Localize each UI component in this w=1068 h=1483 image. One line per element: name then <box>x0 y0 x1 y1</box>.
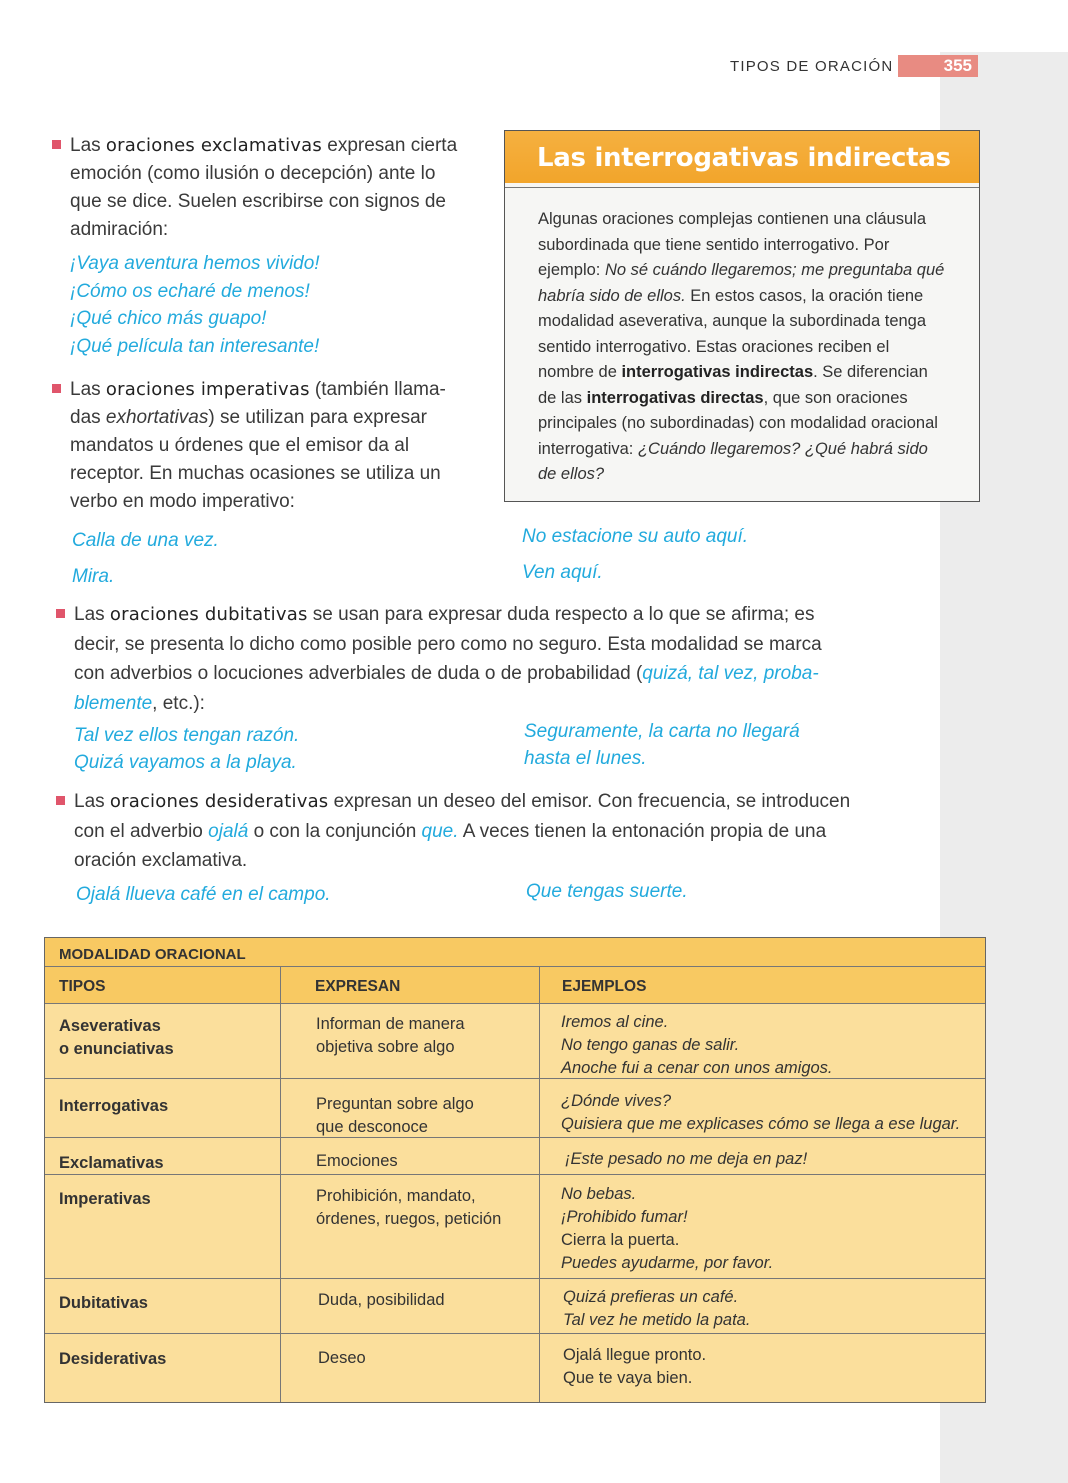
header-tipos: TIPOS <box>59 978 106 995</box>
table-cell-tipo: Dubitativas <box>59 1294 148 1312</box>
column-divider <box>539 966 540 1402</box>
term-imperativas: oraciones imperativas <box>105 379 310 400</box>
header-expresan: EXPRESAN <box>315 978 401 995</box>
box-body: Algunas oraciones complejas contienen una cláusula subordinada que tiene sentido interrogativo. Por ejemplo: No sé cuándo llegaremos; me preguntaba qué habría sido de ellos. En estos casos, la oración tiene modalidad aseverativa, aunque la subordinada tenga sentido interrogativo. Estas oraciones reciben el nombre de interrogativas indirectas. Se diferencian de las interrogativas directas, que son oraciones principales (no subordinadas) con modalidad oracional interrogativa: ¿Cuándo llegaremos? ¿Qué habrá sido de ellos? <box>538 210 945 483</box>
page-number: 355 <box>898 55 978 77</box>
table-cell-ejemplos: Quizá prefieras un café. Tal vez he metido la pata. <box>563 1288 751 1329</box>
bullet-icon <box>56 796 65 805</box>
example: hasta el lunes. <box>524 748 647 769</box>
box-header <box>505 131 979 183</box>
term-dubitativas: oraciones dubitativas <box>109 604 308 625</box>
row-divider <box>45 1278 985 1279</box>
table-cell-tipo: Desiderativas <box>59 1350 167 1368</box>
table-cell-expresan: Emociones <box>316 1152 398 1170</box>
bullet-icon <box>56 609 65 618</box>
row-divider <box>45 1078 985 1079</box>
example: ¡Qué chico más guapo! <box>70 308 267 329</box>
table-cell-expresan: Deseo <box>318 1349 366 1367</box>
bullet-icon <box>52 140 61 149</box>
table-cell-tipo: Exclamativas <box>59 1154 164 1172</box>
row-divider <box>45 1137 985 1138</box>
row-divider <box>45 1174 985 1175</box>
table-cell-expresan: Prohibición, mandato, órdenes, ruegos, petición <box>316 1187 502 1228</box>
header-ejemplos: EJEMPLOS <box>562 978 647 995</box>
divider <box>505 187 979 188</box>
table-cell-ejemplos: Ojalá llegue pronto. Que te vaya bien. <box>563 1346 707 1387</box>
table-cell-ejemplos: Iremos al cine. No tengo ganas de salir. Anoche fui a cenar con unos amigos. <box>561 1013 833 1077</box>
row-divider <box>45 1333 985 1334</box>
table-cell-expresan: Informan de manera objetiva sobre algo <box>316 1015 465 1056</box>
modalidad-oracional-table <box>44 937 986 1403</box>
section-title: TIPOS DE ORACIÓN <box>730 58 894 75</box>
example: Tal vez ellos tengan razón. <box>74 725 300 746</box>
example: ¡Qué película tan interesante! <box>70 335 320 357</box>
dubitativas-paragraph: Las oraciones dubitativas se usan para expresar duda respecto a lo que se afirma; es decir, se presenta lo dicho como posible pero como no seguro. Esta modalidad se marca con adverbios o locuciones adverbiales de duda o de probabilidad (quizá, tal vez, proba- blemente, etc.): <box>56 600 896 718</box>
column-divider <box>280 966 281 1402</box>
desiderativas-paragraph: Las oraciones desiderativas expresan un deseo del emisor. Con frecuencia, se introducen con el adverbio ojalá o con la conjunción que. A veces tienen la entonación propia de una oración exclamativa. <box>56 787 896 876</box>
dubitativas-examples-right <box>524 718 800 772</box>
table-cell-expresan: Duda, posibilidad <box>318 1291 445 1309</box>
table-title: MODALIDAD ORACIONAL <box>59 946 246 963</box>
example: No estacione su auto aquí. <box>522 526 749 547</box>
bullet-icon <box>52 384 61 393</box>
term-exclamativas: oraciones exclamativas <box>105 135 322 156</box>
page-header <box>0 55 1068 79</box>
example: Ojalá llueva café en el campo. <box>76 884 331 905</box>
dubitativas-examples-left <box>74 722 299 776</box>
example: ¡Vaya aventura hemos vivido! <box>70 253 320 274</box>
example: Mira. <box>72 566 115 587</box>
table-cell-ejemplos: No bebas. ¡Prohibido fumar! Cierra la puerta. Puedes ayudarme, por favor. <box>561 1185 774 1272</box>
example: Calla de una vez. <box>72 530 219 551</box>
interrogativas-indirectas-box <box>504 130 980 502</box>
example: Seguramente, la carta no llegará <box>524 721 800 742</box>
table-header-row <box>45 966 985 1004</box>
term-desiderativas: oraciones desiderativas <box>109 791 329 812</box>
table-cell-tipo: Imperativas <box>59 1190 151 1208</box>
example: Ven aquí. <box>522 562 603 583</box>
example: Que tengas suerte. <box>526 881 688 902</box>
table-cell-ejemplos: ¡Este pesado no me deja en paz! <box>565 1150 808 1168</box>
example: Quizá vayamos a la playa. <box>74 752 297 773</box>
box-title: Las interrogativas indirectas <box>537 143 951 173</box>
exclamativas-examples <box>70 250 320 360</box>
table-cell-ejemplos: ¿Dónde vives? Quisiera que me explicases cómo se llega a ese lugar. <box>561 1092 961 1133</box>
table-title-bar <box>45 938 985 966</box>
exclamativas-paragraph: Las oraciones exclamativas expresan cierta emoción (como ilusión o decepción) ante lo que se dice. Suelen escribirse con signos de admiración: <box>52 132 472 244</box>
example: ¡Cómo os echaré de menos! <box>70 280 310 302</box>
table-cell-tipo: Interrogativas <box>59 1097 169 1115</box>
imperativas-paragraph: Las oraciones imperativas (también llama- das exhortativas) se utilizan para expresar mandatos u órdenes que el emisor da al receptor. En muchas ocasiones se utiliza un verbo en modo imperativo: <box>52 376 472 516</box>
table-cell-tipo: Aseverativas o enunciativas <box>59 1017 174 1058</box>
table-cell-expresan: Preguntan sobre algo que desconoce <box>316 1095 474 1136</box>
